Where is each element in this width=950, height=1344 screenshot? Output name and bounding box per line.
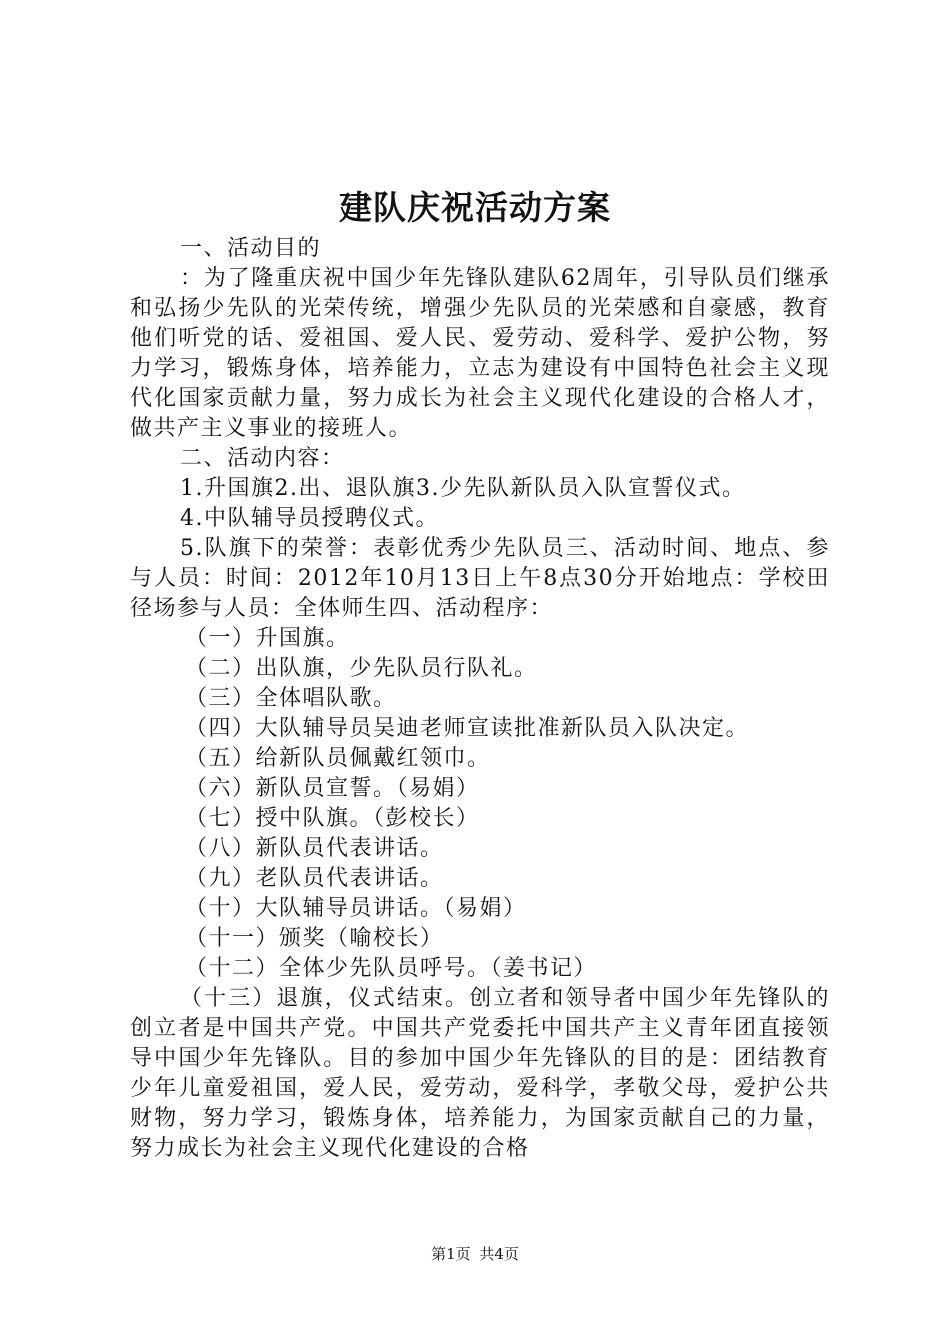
procedure-item: （三）全体唱队歌。 (185, 686, 397, 711)
document-body (130, 234, 830, 1164)
paragraph-content-3: 5.队旗下的荣誉：表彰优秀少先队员三、活动时间、地点、参与人员：时间：2012年10月13日上午8点30分开始地点：学校田径场参与人员：全体师生四、活动程序： (130, 536, 830, 621)
paragraph-purpose: ：为了隆重庆祝中国少年先锋队建队62周年，引导队员们继承和弘扬少先队的光荣传统，增强少先队员的光荣感和自豪感，教育他们听党的话、爱祖国、爱人民、爱劳动、爱科学、爱护公物，努力学习，锻炼身体，培养能力，立志为建设有中国特色社会主义现代化国家贡献力量，努力成长为社会主义现代化建设的合格人才，做共产主义事业的接班人。 (130, 266, 830, 441)
page-total: 共4页 (479, 1245, 519, 1263)
page-number: 第1页 (431, 1245, 471, 1263)
document-title: 建队庆祝活动方案 (339, 188, 611, 227)
procedure-item: （十一）颁奖（喻校长） (185, 926, 444, 951)
paragraph-content-1: 1.升国旗2.出、退队旗3.少先队新队员入队宣誓仪式。 (180, 476, 746, 501)
procedure-item: （七）授中队旗。（彭校长） (185, 806, 480, 831)
procedure-item: （五）给新队员佩戴红领巾。 (185, 746, 491, 771)
procedure-item: （八）新队员代表讲话。 (185, 836, 444, 861)
procedure-item: （九）老队员代表讲话。 (185, 866, 444, 891)
procedure-item: （十二）全体少先队员呼号。（姜书记） (185, 956, 598, 981)
paragraph-closing: （十三）退旗，仪式结束。创立者和领导者中国少年先锋队的创立者是中国共产党。中国共产党委托中国共产主义青年团直接领导中国少年先锋队。目的参加中国少年先锋队的目的是：团结教育少年儿童爱祖国，爱人民，爱劳动，爱科学，孝敬父母，爱护公共财物，努力学习，锻炼身体，培养能力，为国家贡献自己的力量，努力成长为社会主义现代化建设的合格 (130, 986, 830, 1161)
procedure-item: （四）大队辅导员吴迪老师宣读批准新队员入队决定。 (185, 716, 750, 741)
section-heading-purpose: 一、活动目的 (180, 236, 322, 261)
procedure-item: （一）升国旗。 (185, 626, 350, 651)
paragraph-content-2: 4.中队辅导员授聘仪式。 (180, 506, 439, 531)
procedure-item: （六）新队员宣誓。（易娟） (185, 776, 480, 801)
procedure-item: （十）大队辅导员讲话。（易娟） (185, 896, 527, 921)
procedure-item: （二）出队旗，少先队员行队礼。 (185, 656, 538, 681)
section-heading-content: 二、活动内容： (180, 446, 345, 471)
page-footer (0, 1244, 950, 1264)
